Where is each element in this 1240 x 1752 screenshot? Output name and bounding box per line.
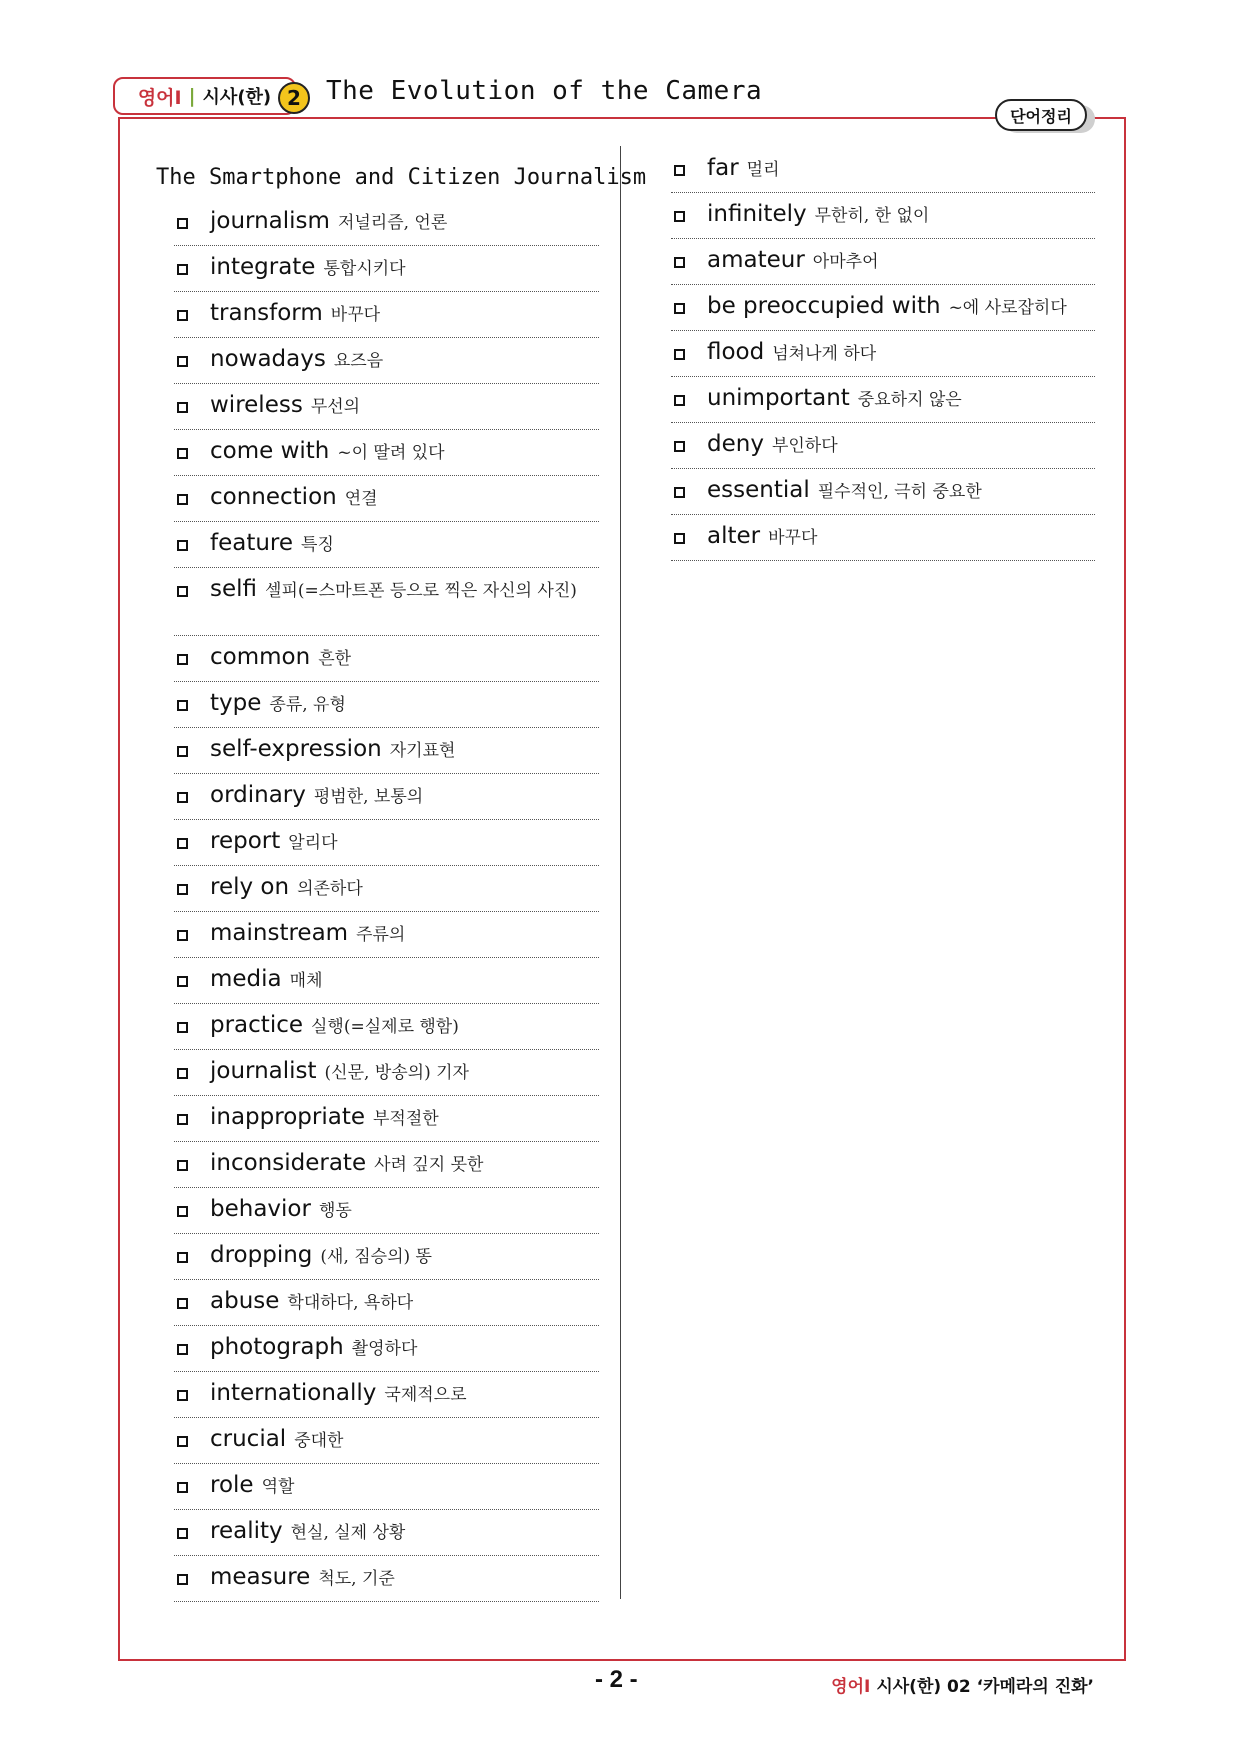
vocab-entry: [174, 1556, 599, 1602]
vocab-entry: [174, 200, 599, 246]
english-word: connection: [210, 484, 337, 510]
vocab-entry: [174, 1464, 599, 1510]
english-word: alter: [707, 523, 761, 549]
checkbox[interactable]: [674, 533, 685, 544]
korean-meaning: 종류, 유형: [269, 695, 346, 715]
korean-meaning: (새, 짐승의) 똥: [320, 1247, 432, 1267]
checkbox[interactable]: [674, 441, 685, 452]
vocabulary-badge: 단어정리: [995, 99, 1087, 131]
vocab-entry: [174, 522, 599, 568]
section-title: The Smartphone and Citizen Journalism: [156, 165, 647, 190]
subject-label: 영어Ⅰ: [137, 86, 182, 109]
korean-meaning: 주류의: [356, 925, 406, 945]
checkbox[interactable]: [674, 303, 685, 314]
english-word: flood: [707, 339, 765, 365]
vocab-entry: [671, 285, 1095, 331]
checkbox[interactable]: [177, 356, 188, 367]
english-word: abuse: [210, 1288, 280, 1314]
vocab-entry: [174, 1142, 599, 1188]
checkbox[interactable]: [177, 310, 188, 321]
english-word: common: [210, 644, 311, 670]
english-word: photograph: [210, 1334, 344, 1360]
vocab-entry: [174, 1372, 599, 1418]
english-word: reality: [210, 1518, 283, 1544]
vocab-entry: [174, 682, 599, 728]
english-word: crucial: [210, 1426, 287, 1452]
english-word: journalist: [210, 1058, 317, 1084]
english-word: selfi: [210, 576, 258, 602]
checkbox[interactable]: [674, 487, 685, 498]
checkbox[interactable]: [177, 884, 188, 895]
english-word: transform: [210, 300, 323, 326]
topic-label: 시사(한): [202, 87, 272, 108]
korean-meaning: 저널리즘, 언론: [337, 213, 448, 233]
english-word: behavior: [210, 1196, 311, 1222]
vocab-entry: [671, 147, 1095, 193]
english-word: type: [210, 690, 262, 716]
korean-meaning: 역할: [261, 1477, 295, 1497]
vocab-entry: [174, 1188, 599, 1234]
korean-meaning: 중대한: [294, 1431, 344, 1451]
korean-meaning: 통합시키다: [323, 259, 406, 279]
checkbox[interactable]: [674, 395, 685, 406]
english-word: integrate: [210, 254, 316, 280]
vocab-entry: [174, 912, 599, 958]
english-word: rely on: [210, 874, 290, 900]
korean-meaning: 특징: [301, 535, 334, 555]
checkbox[interactable]: [177, 1298, 188, 1309]
checkbox[interactable]: [177, 930, 188, 941]
vocab-entry: [671, 515, 1095, 561]
korean-meaning: 필수적인, 극히 중요한: [817, 482, 982, 502]
vocab-entry: [671, 331, 1095, 377]
vocab-entry: [174, 384, 599, 430]
checkbox[interactable]: [177, 1390, 188, 1401]
korean-meaning: 요즈음: [333, 351, 384, 371]
korean-meaning: 넘쳐나게 하다: [772, 344, 877, 364]
unit-number-badge: 2: [278, 82, 310, 114]
english-word: be preoccupied with: [707, 293, 941, 319]
checkbox[interactable]: [177, 1574, 188, 1585]
korean-meaning: 무선의: [310, 397, 361, 417]
english-word: infinitely: [707, 201, 807, 227]
vocab-entry: [174, 1234, 599, 1280]
korean-meaning: 아마추어: [812, 252, 879, 272]
english-word: deny: [707, 431, 764, 457]
vocab-entry: [174, 820, 599, 866]
korean-meaning: 척도, 기준: [318, 1569, 395, 1589]
english-word: report: [210, 828, 281, 854]
korean-meaning: 연결: [344, 489, 378, 509]
vocab-entry: [174, 430, 599, 476]
english-word: journalism: [210, 208, 330, 234]
checkbox[interactable]: [177, 402, 188, 413]
vocab-entry: [671, 239, 1095, 285]
korean-meaning: 부적절한: [373, 1109, 439, 1129]
korean-meaning: 바꾸다: [768, 528, 818, 548]
checkbox[interactable]: [674, 165, 685, 176]
english-word: self-expression: [210, 736, 382, 762]
checkbox[interactable]: [177, 1160, 188, 1171]
checkbox[interactable]: [177, 1206, 188, 1217]
vocab-entry: [174, 728, 599, 774]
vocab-entry: [174, 1418, 599, 1464]
checkbox[interactable]: [177, 494, 188, 505]
checkbox[interactable]: [177, 700, 188, 711]
page-number: - 2 -: [595, 1666, 638, 1693]
korean-meaning: 부인하다: [771, 436, 838, 456]
english-word: feature: [210, 530, 294, 556]
subject-tab: [113, 77, 296, 115]
korean-meaning: 평범한, 보통의: [313, 787, 424, 807]
checkbox[interactable]: [177, 1114, 188, 1125]
footer-subject: 영어Ⅰ: [831, 1677, 871, 1697]
vocab-entry: [174, 1050, 599, 1096]
right-word-list: [671, 147, 1095, 561]
korean-meaning: 중요하지 않은: [857, 390, 962, 410]
checkbox[interactable]: [674, 257, 685, 268]
checkbox[interactable]: [177, 1436, 188, 1447]
page-title: The Evolution of the Camera: [326, 76, 763, 106]
checkbox[interactable]: [177, 1022, 188, 1033]
english-word: essential: [707, 477, 810, 503]
checkbox[interactable]: [674, 349, 685, 360]
korean-meaning: ~에 사로잡히다: [948, 298, 1067, 318]
vocab-entry: [671, 469, 1095, 515]
korean-meaning: 의존하다: [297, 879, 363, 899]
vocab-entry: [174, 958, 599, 1004]
english-word: mainstream: [210, 920, 349, 946]
korean-meaning: (신문, 방송의) 기자: [324, 1063, 469, 1083]
checkbox[interactable]: [177, 264, 188, 275]
english-word: practice: [210, 1012, 303, 1038]
vocab-entry: [174, 1510, 599, 1556]
english-word: nowadays: [210, 346, 326, 372]
english-word: unimportant: [707, 385, 850, 411]
vocab-entry: [174, 1280, 599, 1326]
korean-meaning: 현실, 실제 상황: [290, 1523, 406, 1543]
korean-meaning: 매체: [289, 971, 323, 991]
vocab-entry: [174, 476, 599, 522]
english-word: inappropriate: [210, 1104, 365, 1130]
checkbox[interactable]: [177, 1528, 188, 1539]
vocab-entry: [174, 866, 599, 912]
korean-meaning: 바꾸다: [330, 305, 381, 325]
english-word: measure: [210, 1564, 311, 1590]
english-word: come with: [210, 438, 330, 464]
vocab-entry: [671, 377, 1095, 423]
checkbox[interactable]: [177, 654, 188, 665]
english-word: dropping: [210, 1242, 313, 1268]
checkbox[interactable]: [177, 448, 188, 459]
subject-divider: |: [188, 85, 196, 107]
english-word: ordinary: [210, 782, 306, 808]
korean-meaning: 무한히, 한 없이: [814, 206, 930, 226]
checkbox[interactable]: [177, 540, 188, 551]
column-divider: [620, 146, 621, 1599]
checkbox[interactable]: [177, 1344, 188, 1355]
korean-meaning: 멀리: [746, 160, 780, 180]
checkbox[interactable]: [177, 218, 188, 229]
checkbox[interactable]: [177, 586, 188, 597]
english-word: amateur: [707, 247, 805, 273]
korean-meaning: 자기표현: [389, 741, 456, 761]
vocab-entry: [174, 292, 599, 338]
checkbox[interactable]: [177, 838, 188, 849]
checkbox[interactable]: [177, 976, 188, 987]
korean-meaning: 셀피(=스마트폰 등으로 찍은 자신의 사진): [265, 581, 577, 601]
english-word: far: [707, 155, 739, 181]
english-word: role: [210, 1472, 254, 1498]
english-word: media: [210, 966, 282, 992]
checkbox[interactable]: [177, 1482, 188, 1493]
korean-meaning: 흔한: [318, 649, 352, 669]
vocab-entry: [671, 423, 1095, 469]
checkbox[interactable]: [177, 746, 188, 757]
vocab-entry: [174, 1096, 599, 1142]
vocab-entry: [174, 636, 599, 682]
korean-meaning: 행동: [318, 1201, 352, 1221]
korean-meaning: 사려 깊지 못한: [374, 1155, 484, 1175]
footer-reference-text: 시사(한) 02 ‘카메라의 진화’: [876, 1677, 1094, 1697]
vocab-entry: [671, 193, 1095, 239]
korean-meaning: 알리다: [288, 833, 338, 853]
vocab-entry: [174, 246, 599, 292]
english-word: wireless: [210, 392, 303, 418]
left-word-list: [174, 200, 599, 1602]
checkbox[interactable]: [674, 211, 685, 222]
korean-meaning: 국제적으로: [384, 1385, 467, 1405]
english-word: inconsiderate: [210, 1150, 367, 1176]
korean-meaning: 실행(=실제로 행함): [311, 1017, 459, 1037]
checkbox[interactable]: [177, 1068, 188, 1079]
korean-meaning: 학대하다, 욕하다: [287, 1293, 414, 1313]
vocab-entry: [174, 1004, 599, 1050]
vocab-entry: [174, 568, 599, 636]
checkbox[interactable]: [177, 1252, 188, 1263]
korean-meaning: 촬영하다: [351, 1339, 418, 1359]
vocab-entry: [174, 774, 599, 820]
checkbox[interactable]: [177, 792, 188, 803]
english-word: internationally: [210, 1380, 377, 1406]
vocab-entry: [174, 1326, 599, 1372]
korean-meaning: ~이 딸려 있다: [337, 443, 445, 463]
footer-reference: [831, 1672, 1094, 1697]
vocab-entry: [174, 338, 599, 384]
